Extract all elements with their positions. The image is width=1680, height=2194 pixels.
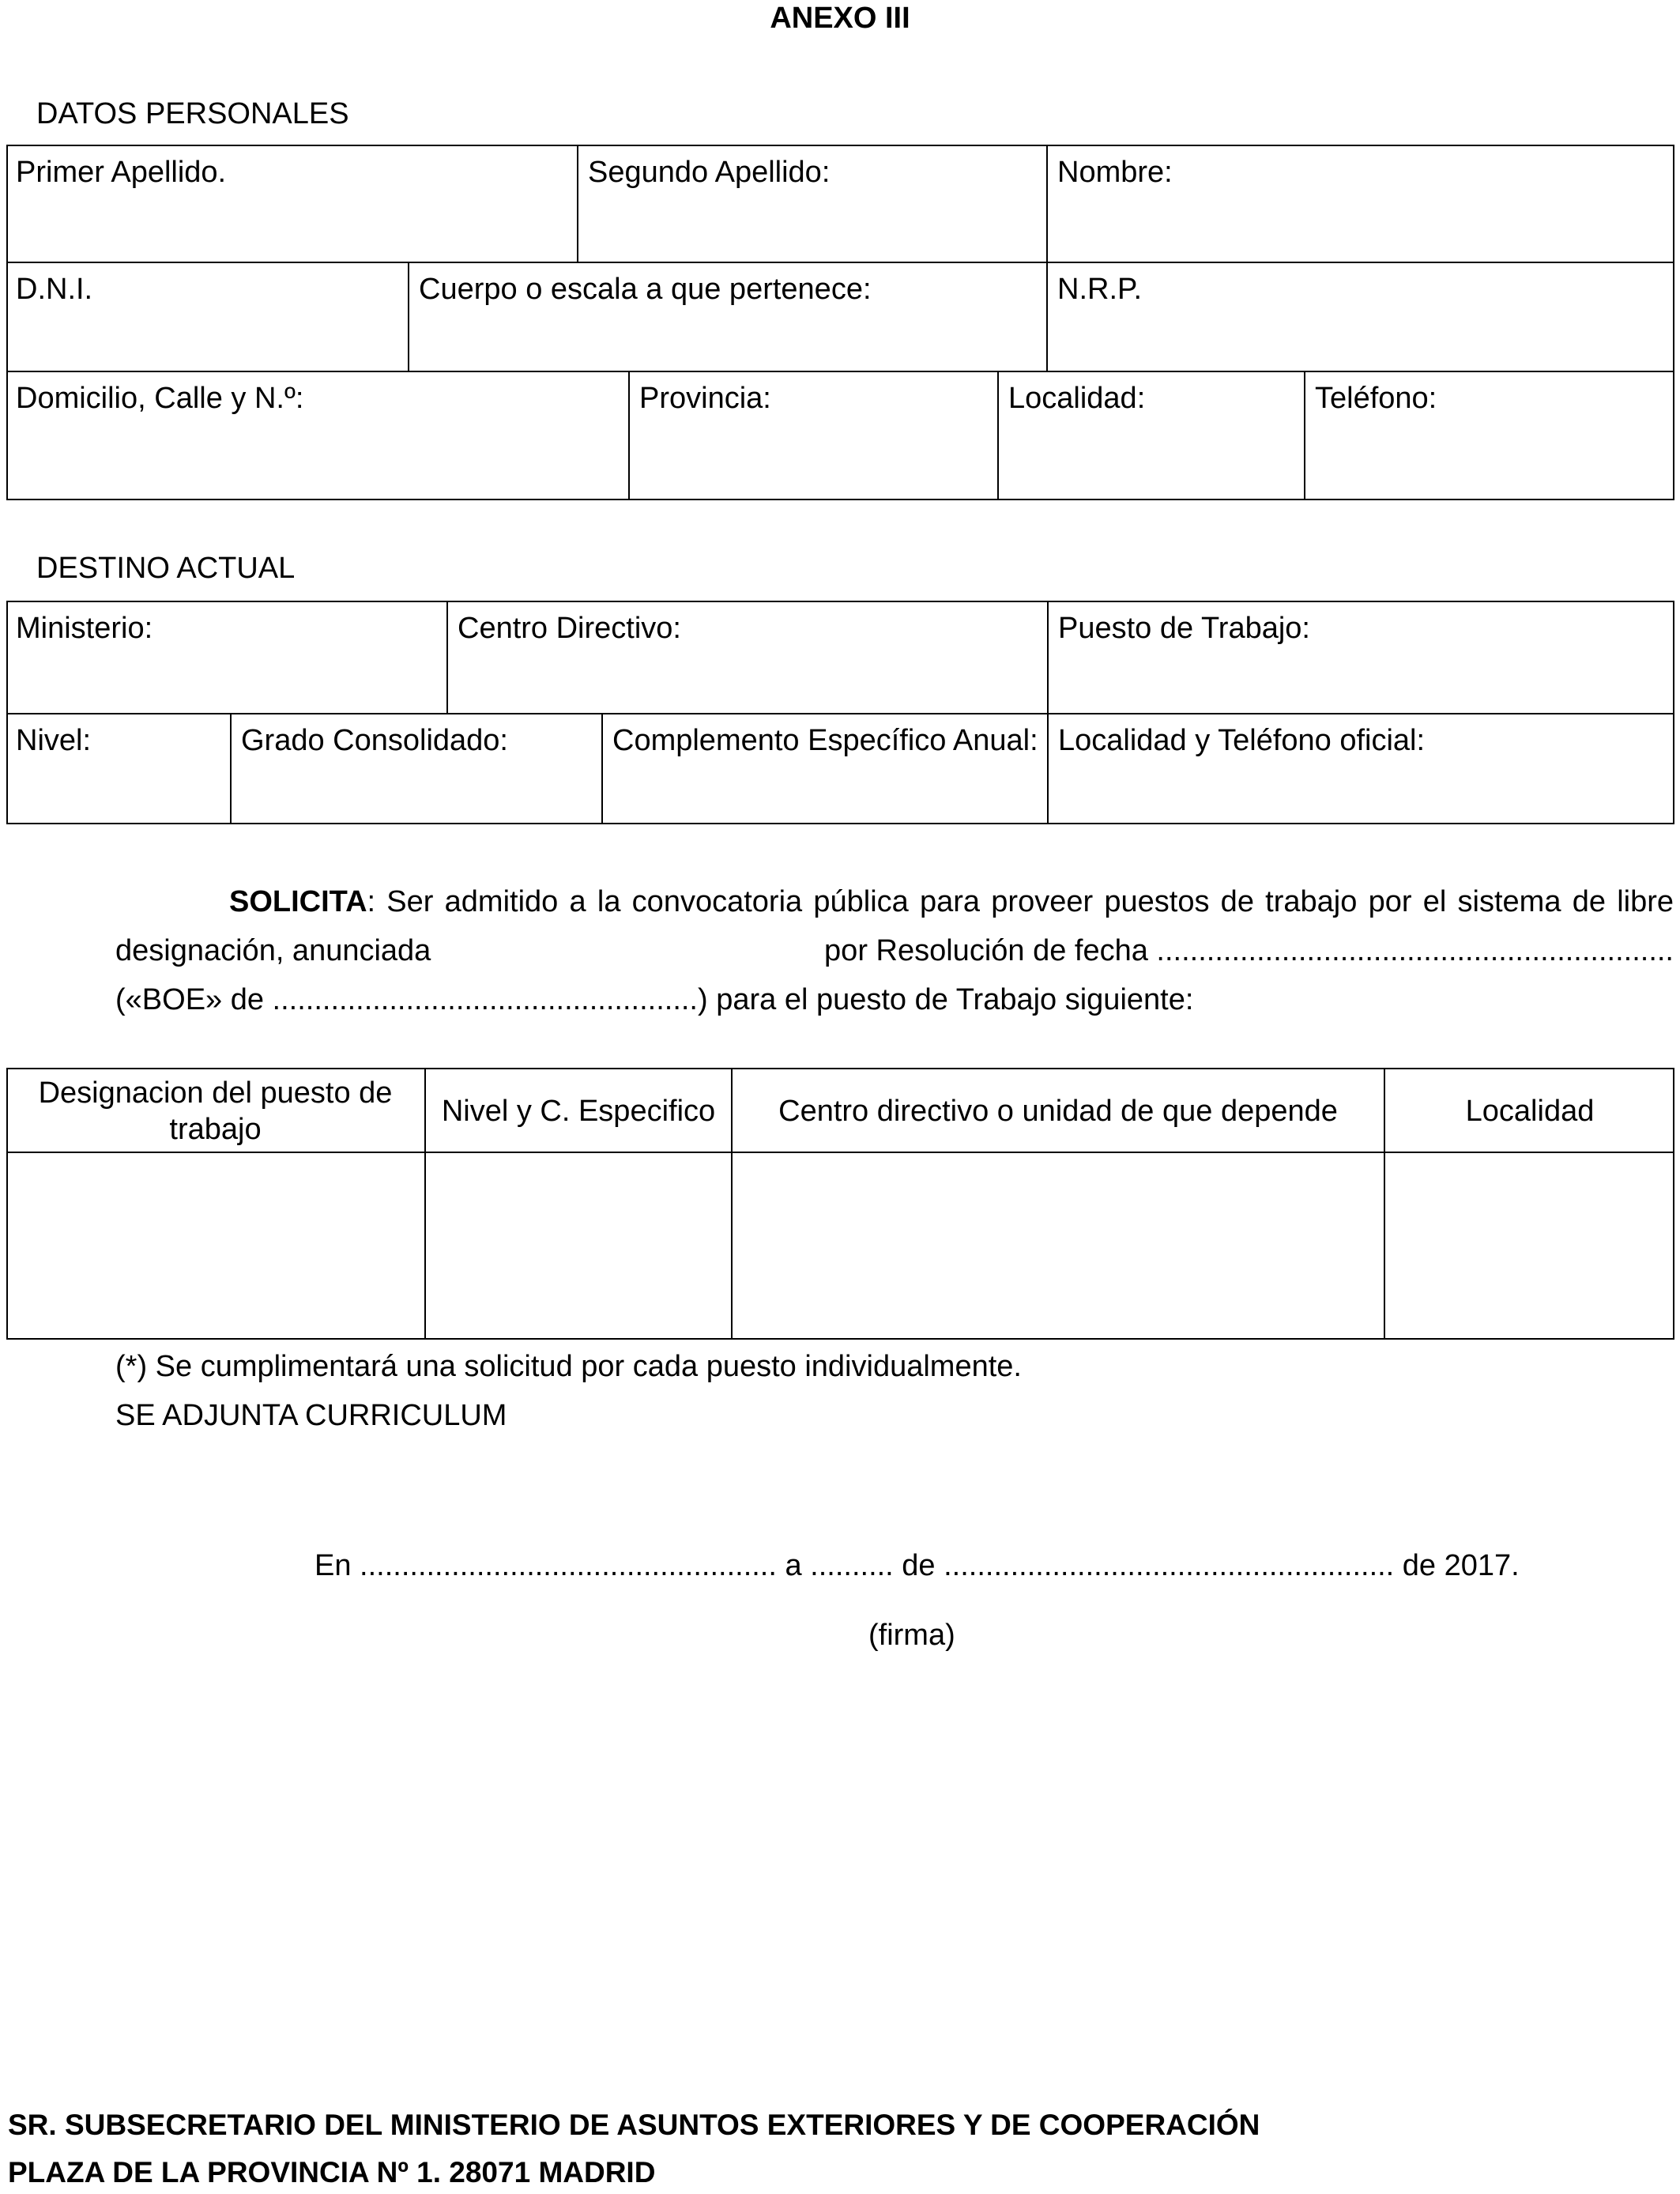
addressee-line-1: SR. SUBSECRETARIO DEL MINISTERIO DE ASUNTOS EXTERIORES Y DE COOPERACIÓN: [8, 2109, 1260, 2141]
field-label: Primer Apellido.: [16, 156, 227, 189]
column-header-centro-directivo: [731, 1069, 1384, 1153]
field-label: Grado Consolidado:: [241, 724, 508, 757]
section-heading-datos-personales: DATOS PERSONALES: [36, 97, 349, 130]
cell-centro-directivo[interactable]: [731, 1153, 1384, 1340]
solicita-label: SOLICITA: [229, 885, 367, 918]
column-header-nivel: [424, 1069, 731, 1153]
field-dni[interactable]: [6, 263, 409, 372]
cell-nivel[interactable]: [424, 1153, 731, 1340]
firma-label: (firma): [868, 1619, 955, 1652]
addressee-line-2: PLAZA DE LA PROVINCIA Nº 1. 28071 MADRID: [8, 2156, 656, 2188]
field-centro-directivo[interactable]: [446, 602, 1047, 714]
header-text: Localidad: [1465, 1095, 1595, 1128]
datos-personales-table: [6, 145, 1674, 500]
solicita-line-2: [115, 926, 1674, 975]
field-localidad[interactable]: [997, 372, 1304, 500]
field-label: Localidad y Teléfono oficial:: [1058, 724, 1426, 757]
solicita-paragraph: [115, 877, 1674, 1024]
field-complemento-especifico[interactable]: [601, 714, 1047, 824]
cell-localidad[interactable]: [1384, 1153, 1674, 1340]
field-nrp[interactable]: [1046, 263, 1674, 372]
field-label: Domicilio, Calle y N.º:: [16, 382, 304, 415]
field-provincia[interactable]: [628, 372, 997, 500]
header-text: Designacion del puesto de trabajo: [38, 1076, 393, 1146]
field-puesto-trabajo[interactable]: [1047, 602, 1674, 714]
field-localidad-telefono-oficial[interactable]: [1047, 714, 1674, 824]
field-label: Centro Directivo:: [458, 612, 681, 645]
field-grado-consolidado[interactable]: [230, 714, 601, 824]
field-label: N.R.P.: [1057, 273, 1143, 306]
place-date-line: En .................................................. a .......... de ...................................................... de 2017.: [315, 1549, 1520, 1582]
header-text: Centro directivo o unidad de que depende: [778, 1095, 1338, 1128]
cell-designacion[interactable]: [6, 1153, 424, 1340]
field-cuerpo-escala[interactable]: [408, 263, 1046, 372]
field-primer-apellido[interactable]: [6, 146, 577, 263]
field-label: Segundo Apellido:: [588, 156, 831, 189]
field-domicilio[interactable]: [6, 372, 628, 500]
field-label: Nombre:: [1057, 156, 1173, 189]
field-label: Ministerio:: [16, 612, 153, 645]
column-header-designacion: [6, 1069, 424, 1153]
column-header-localidad: [1384, 1069, 1674, 1153]
field-ministerio[interactable]: [6, 602, 446, 714]
field-label: Teléfono:: [1315, 382, 1437, 415]
solicita-line-3: («BOE» de ...................................................) para el puesto de Trabajo siguiente:: [115, 983, 1194, 1016]
field-label: Cuerpo o escala a que pertenece:: [419, 273, 872, 306]
solicita-resolucion-fecha: por Resolución de fecha ..............................................................: [824, 934, 1674, 967]
field-label: Provincia:: [639, 382, 771, 415]
section-heading-destino-actual: DESTINO ACTUAL: [36, 552, 296, 585]
field-label: Puesto de Trabajo:: [1058, 612, 1310, 645]
solicita-line-1: [115, 877, 1674, 926]
puesto-table: [6, 1068, 1674, 1340]
field-label: Complemento Específico Anual:: [612, 724, 1038, 757]
field-segundo-apellido[interactable]: [577, 146, 1046, 263]
field-label: Localidad:: [1008, 382, 1146, 415]
note-adjunta-curriculum: SE ADJUNTA CURRICULUM: [115, 1399, 507, 1432]
destino-actual-table: [6, 601, 1674, 824]
solicita-text: : Ser admitido a la convocatoria pública para proveer puestos de trabajo por el sistema de libre: [367, 885, 1674, 918]
field-nivel[interactable]: [6, 714, 230, 824]
field-label: Nivel:: [16, 724, 92, 757]
note-solicitud-individual: (*) Se cumplimentará una solicitud por cada puesto individualmente.: [115, 1350, 1022, 1383]
field-telefono[interactable]: [1304, 372, 1674, 500]
solicita-designacion: designación, anunciada: [115, 934, 431, 967]
field-label: D.N.I.: [16, 273, 93, 306]
field-nombre[interactable]: [1046, 146, 1674, 263]
page-title: ANEXO III: [770, 2, 910, 35]
header-text: Nivel y C. Especifico: [441, 1095, 716, 1128]
